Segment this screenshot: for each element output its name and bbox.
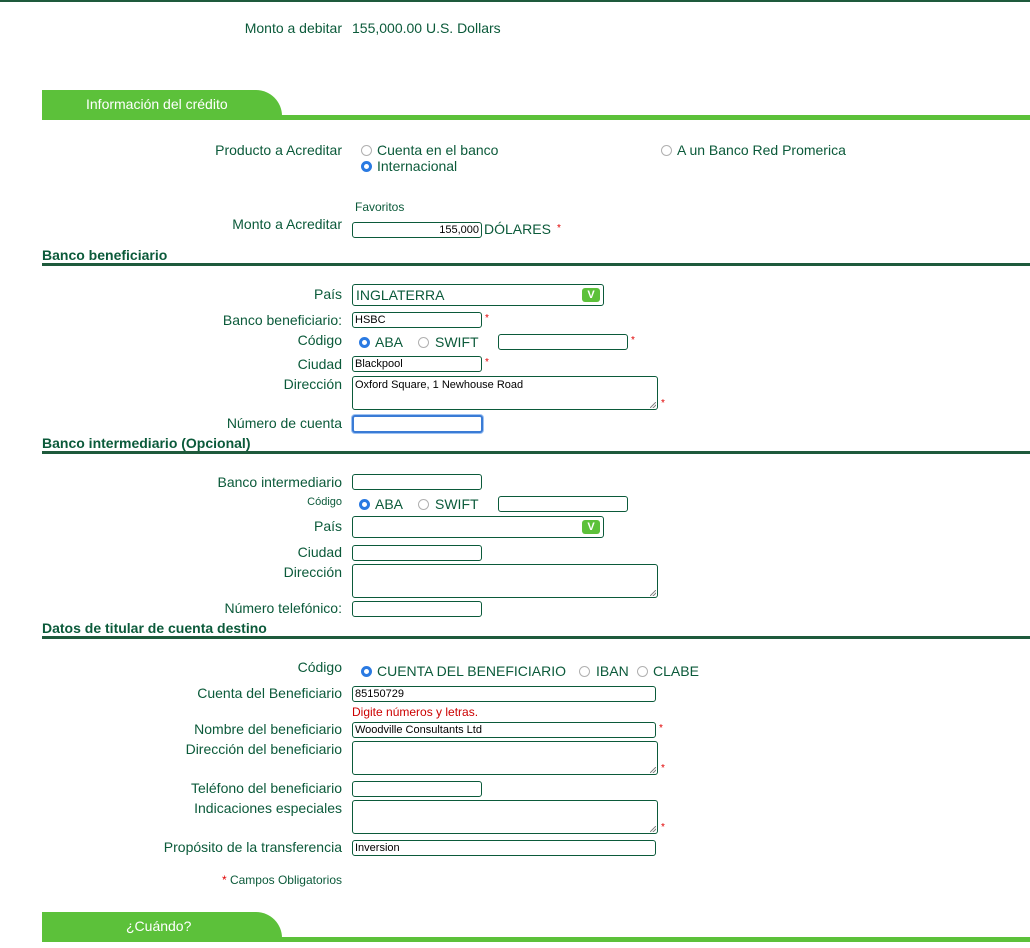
beneficiary-bank-input[interactable]: HSBC xyxy=(352,312,482,328)
debit-amount-value: 155,000.00 U.S. Dollars xyxy=(352,20,501,36)
credit-info-tab-line xyxy=(42,115,1030,120)
intermediary-code-radio-aba[interactable] xyxy=(359,499,370,510)
beneficiary-account-label: Número de cuenta xyxy=(226,415,342,431)
required-fields-note xyxy=(222,873,342,887)
intermediary-bank-section-line xyxy=(42,451,1030,454)
intermediary-phone-input[interactable] xyxy=(352,601,482,617)
required-marker: * xyxy=(485,313,489,324)
holder-code-option-account[interactable]: CUENTA DEL BENEFICIARIO xyxy=(377,663,567,679)
beneficiary-code-input[interactable] xyxy=(498,334,628,350)
intermediary-code-label: Código xyxy=(307,496,342,508)
holder-section-line xyxy=(42,636,1030,639)
required-marker: * xyxy=(659,723,663,734)
holder-code-radio-account[interactable] xyxy=(361,666,372,677)
credit-currency: DÓLARES xyxy=(484,221,551,237)
when-tab-line xyxy=(42,937,1030,942)
holder-account-input[interactable]: 85150729 xyxy=(352,686,656,702)
holder-code-radio-iban[interactable] xyxy=(579,666,590,677)
product-option-promerica[interactable]: A un Banco Red Promerica xyxy=(677,142,846,158)
holder-account-label: Cuenta del Beneficiario xyxy=(197,685,342,701)
credit-info-tab-title: Información del crédito xyxy=(86,96,228,112)
required-marker: * xyxy=(485,357,489,368)
beneficiary-code-option-aba[interactable]: ABA xyxy=(375,334,404,350)
holder-name-input[interactable]: Woodville Consultants Ltd xyxy=(352,722,656,738)
required-marker: * xyxy=(661,398,665,409)
chevron-down-icon[interactable]: V xyxy=(582,520,600,534)
when-tab-title: ¿Cuándo? xyxy=(126,918,192,934)
product-radio-bank-account[interactable] xyxy=(361,145,372,156)
beneficiary-code-radio-swift[interactable] xyxy=(418,337,429,348)
beneficiary-bank-section-title: Banco beneficiario xyxy=(42,247,168,263)
credit-amount-label: Monto a Acreditar xyxy=(232,216,342,232)
beneficiary-bank-section-line xyxy=(42,263,1030,266)
credit-amount-input[interactable]: 155,000 xyxy=(352,222,482,238)
product-radio-promerica[interactable] xyxy=(661,145,672,156)
intermediary-city-label: Ciudad xyxy=(297,544,342,560)
product-option-bank-account[interactable]: Cuenta en el banco xyxy=(377,142,499,158)
holder-phone-input[interactable] xyxy=(352,781,482,797)
top-border xyxy=(0,0,1030,2)
holder-phone-label: Teléfono del beneficiario xyxy=(191,780,342,796)
product-label: Producto a Acreditar xyxy=(215,142,342,158)
holder-special-textarea[interactable] xyxy=(352,800,658,834)
intermediary-city-input[interactable] xyxy=(352,545,482,561)
holder-code-option-iban[interactable]: IBAN xyxy=(596,663,629,679)
required-fields-note-text: * Campos Obligatorios xyxy=(221,873,342,887)
beneficiary-country-value: INGLATERRA xyxy=(356,287,445,303)
beneficiary-city-label: Ciudad xyxy=(297,356,342,372)
beneficiary-code-option-swift[interactable]: SWIFT xyxy=(435,334,479,350)
intermediary-code-option-aba[interactable]: ABA xyxy=(375,496,404,512)
chevron-down-icon[interactable]: V xyxy=(582,288,600,302)
beneficiary-address-label: Dirección xyxy=(283,376,342,392)
when-tab xyxy=(42,912,282,940)
holder-purpose-input[interactable]: Inversion xyxy=(352,840,656,856)
intermediary-country-select[interactable] xyxy=(352,516,604,538)
debit-amount-label: Monto a debitar xyxy=(244,20,342,36)
beneficiary-address-value: Oxford Square, 1 Newhouse Road xyxy=(355,379,524,391)
intermediary-bank-section-title: Banco intermediario (Opcional) xyxy=(42,435,251,451)
product-option-international[interactable]: Internacional xyxy=(377,158,458,174)
favorites-label: Favoritos xyxy=(355,200,405,214)
beneficiary-code-label: Código xyxy=(297,332,342,348)
product-radio-international[interactable] xyxy=(361,161,372,172)
holder-code-option-clabe[interactable]: CLABE xyxy=(653,663,699,679)
beneficiary-city-input[interactable]: Blackpool xyxy=(352,356,482,372)
intermediary-code-input[interactable] xyxy=(498,496,628,512)
required-marker: * xyxy=(661,763,665,774)
holder-purpose-label: Propósito de la transferencia xyxy=(163,839,342,855)
beneficiary-country-label: País xyxy=(313,286,342,302)
beneficiary-address-textarea[interactable] xyxy=(352,376,658,410)
beneficiary-code-radio-aba[interactable] xyxy=(359,337,370,348)
beneficiary-account-input[interactable] xyxy=(352,415,483,433)
holder-section-title: Datos de titular de cuenta destino xyxy=(42,620,267,636)
holder-address-label: Dirección del beneficiario xyxy=(185,741,342,757)
intermediary-address-textarea[interactable] xyxy=(352,564,658,598)
intermediary-country-label: País xyxy=(313,518,342,534)
required-marker: * xyxy=(661,822,665,833)
holder-address-textarea[interactable] xyxy=(352,741,658,775)
credit-info-tab xyxy=(42,90,282,118)
required-marker: * xyxy=(631,335,635,346)
intermediary-code-option-swift[interactable]: SWIFT xyxy=(435,496,479,512)
required-marker: * xyxy=(557,223,561,234)
intermediary-bank-label: Banco intermediario xyxy=(217,474,342,490)
holder-code-radio-clabe[interactable] xyxy=(637,666,648,677)
holder-account-hint: Digite números y letras. xyxy=(352,705,479,719)
intermediary-address-label: Dirección xyxy=(283,564,342,580)
holder-code-label: Código xyxy=(297,659,342,675)
intermediary-bank-input[interactable] xyxy=(352,474,482,490)
intermediary-code-radio-swift[interactable] xyxy=(418,499,429,510)
beneficiary-bank-label: Banco beneficiario: xyxy=(222,312,342,328)
holder-special-label: Indicaciones especiales xyxy=(194,800,342,816)
holder-name-label: Nombre del beneficiario xyxy=(194,721,342,737)
beneficiary-country-select[interactable] xyxy=(352,284,604,306)
intermediary-phone-label: Número telefónico: xyxy=(224,600,342,616)
